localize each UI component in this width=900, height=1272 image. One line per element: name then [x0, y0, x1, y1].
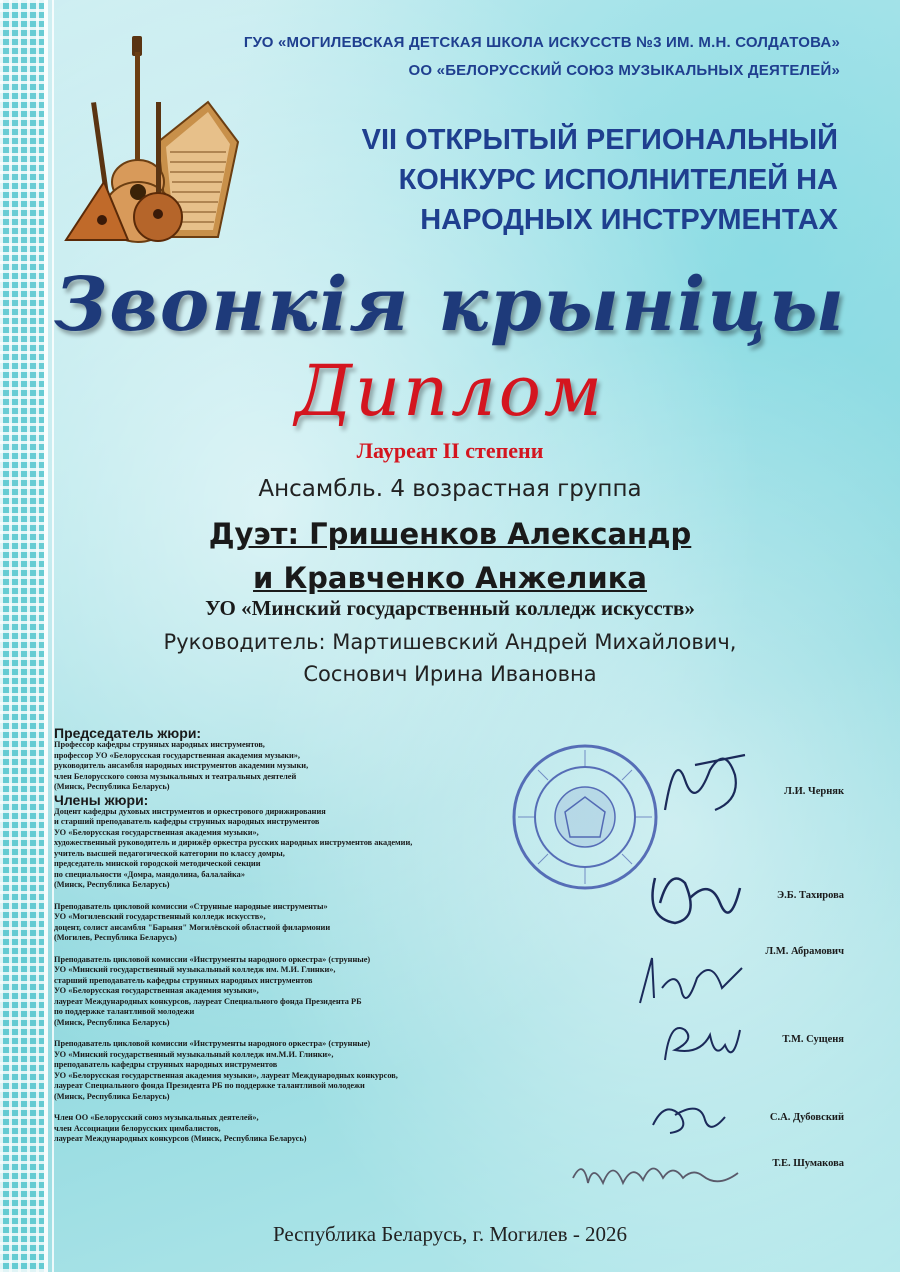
competition-name: Звонкія крыніцы — [53, 262, 847, 348]
jury-line: по специальности «Домра, мандолина, балалайка» — [54, 869, 245, 879]
jury-line: Член ОО «Белорусский союз музыкальных деятелей», — [54, 1113, 259, 1122]
jury-line: УО «Могилевский государственный колледж искусств», — [54, 912, 266, 921]
contest-line: КОНКУРС ИСПОЛНИТЕЛЕЙ НА — [398, 164, 838, 196]
jury-chair-heading: Председатель жюри: — [54, 725, 202, 741]
leader-line: Руководитель: Мартишевский Андрей Михайлович, — [163, 630, 737, 654]
organizer-school: ГУО «МОГИЛЕВСКАЯ ДЕТСКАЯ ШКОЛА ИСКУССТВ №3 ИМ. М.Н. СОЛДАТОВА» — [243, 34, 840, 51]
jury-line: (Минск, Республика Беларусь) — [54, 1091, 170, 1101]
official-stamp — [510, 742, 660, 892]
signature-shumakova — [568, 1148, 748, 1208]
winner-school: УО «Минский государственный колледж искусств» — [205, 596, 695, 620]
jury-line: (Минск, Республика Беларусь) — [54, 782, 170, 791]
jury-line: (Могилев, Республика Беларусь) — [54, 933, 177, 942]
jury-line: старший преподаватель кафедры струнных народных инструментов — [54, 975, 313, 985]
jury-line: УО «Минский государственный музыкальный колледж им.М.И. Глинки», — [54, 1049, 334, 1059]
jury-line: доцент, солист ансамбля "Барыня" Могилёвской областной филармонии — [54, 922, 331, 932]
jury-line: Преподаватель цикловой комиссии «Струнные народные инструменты» — [54, 901, 328, 911]
contest-title — [278, 120, 838, 240]
jury-line: по поддержке талантливой молодежи — [54, 1007, 195, 1016]
winner-line: Дуэт: Гришенков Александр — [208, 517, 692, 551]
age-group: Ансамбль. 4 возрастная группа — [258, 476, 642, 502]
jury-line: художественный руководитель и дирижёр оркестра русских народных инструментов академии, — [54, 838, 413, 847]
diploma-heading: Диплом — [295, 350, 605, 432]
laureate-degree: Лауреат II степени — [356, 438, 544, 463]
jury-line: Доцент кафедры духовых инструментов и оркестрового дирижирования — [54, 806, 326, 816]
jury-line: Преподаватель цикловой комиссии «Инструменты народного оркестра» (струнные) — [54, 954, 371, 964]
jury-line: УО «Минский государственный музыкальный колледж им. М.И. Глинки», — [54, 965, 336, 974]
jury-line: УО «Белорусская государственная академия музыки», — [54, 827, 259, 837]
signature-dubovsky — [645, 1095, 730, 1140]
jury-line: лауреат Международных конкурсов (Минск, Республика Беларусь) — [54, 1134, 307, 1143]
organizer-union: ОО «БЕЛОРУССКИЙ СОЮЗ МУЗЫКАЛЬНЫХ ДЕЯТЕЛЕЙ» — [408, 62, 840, 79]
signature-sushchenya — [655, 1010, 745, 1075]
signature-name: Л.М. Абрамович — [765, 946, 844, 957]
winner-line: и Кравченко Анжелика — [253, 561, 647, 595]
signature-name: Т.Е. Шумакова — [772, 1158, 844, 1169]
jury-block — [54, 726, 494, 1145]
jury-line: УО «Белорусская государственная академия музыки», — [54, 986, 259, 995]
footer-location-year: Республика Беларусь, г. Могилев - 2026 — [272, 1222, 628, 1246]
folk-instruments-illustration — [58, 32, 243, 247]
signature-name: С.А. Дубовский — [769, 1112, 844, 1123]
jury-line: Преподаватель цикловой комиссии «Инструменты народного оркестра» (струнные) — [54, 1039, 371, 1048]
jury-line: УО «Белорусская государственная академия музыки», лауреат Международных конкурсов, — [54, 1070, 398, 1080]
jury-line: (Минск, Республика Беларусь) — [54, 1017, 170, 1027]
signature-chernyak — [655, 740, 755, 820]
leader-line: Соснович Ирина Ивановна — [303, 662, 597, 686]
leaders — [0, 626, 900, 690]
contest-line: НАРОДНЫХ ИНСТРУМЕНТАХ — [420, 204, 838, 236]
jury-line: (Минск, Республика Беларусь) — [54, 880, 170, 889]
jury-line: и старший преподаватель кафедры струнных народных инструментов — [54, 817, 320, 826]
jury-line: лауреат Специального фонда Президента РБ по поддержке талантливой молодежи — [54, 1081, 365, 1090]
contest-line: VII ОТКРЫТЫЙ РЕГИОНАЛЬНЫЙ — [361, 124, 838, 156]
jury-line: лауреат Международных конкурсов, лауреат Специального фонда Президента РБ — [54, 996, 362, 1006]
jury-line: преподаватель кафедры струнных народных инструментов — [54, 1060, 278, 1069]
winner-names — [0, 512, 900, 600]
jury-line: член Ассоциации белорусских цимбалистов, — [54, 1123, 221, 1133]
jury-line: учитель высшей педагогической категории по классу домры, — [54, 848, 285, 858]
signature-name: Т.М. Сущеня — [782, 1034, 844, 1045]
jury-line: профессор УО «Белорусская государственная академия музыки», — [54, 750, 301, 760]
signature-name: Л.И. Черняк — [784, 786, 844, 797]
jury-members-heading: Члены жюри: — [54, 791, 149, 808]
signature-takhirova — [640, 858, 750, 938]
jury-line: член Белорусского союза музыкальных и театральных деятелей — [54, 771, 297, 781]
signature-name: Э.Б. Тахирова — [777, 890, 844, 901]
jury-line: Профессор кафедры струнных народных инструментов, — [54, 740, 265, 749]
jury-line: председатель минской городской методической секции — [54, 859, 261, 868]
signature-abramovich — [632, 948, 752, 1018]
jury-line: руководитель ансамбля народных инструментов академии музыки, — [54, 761, 309, 770]
